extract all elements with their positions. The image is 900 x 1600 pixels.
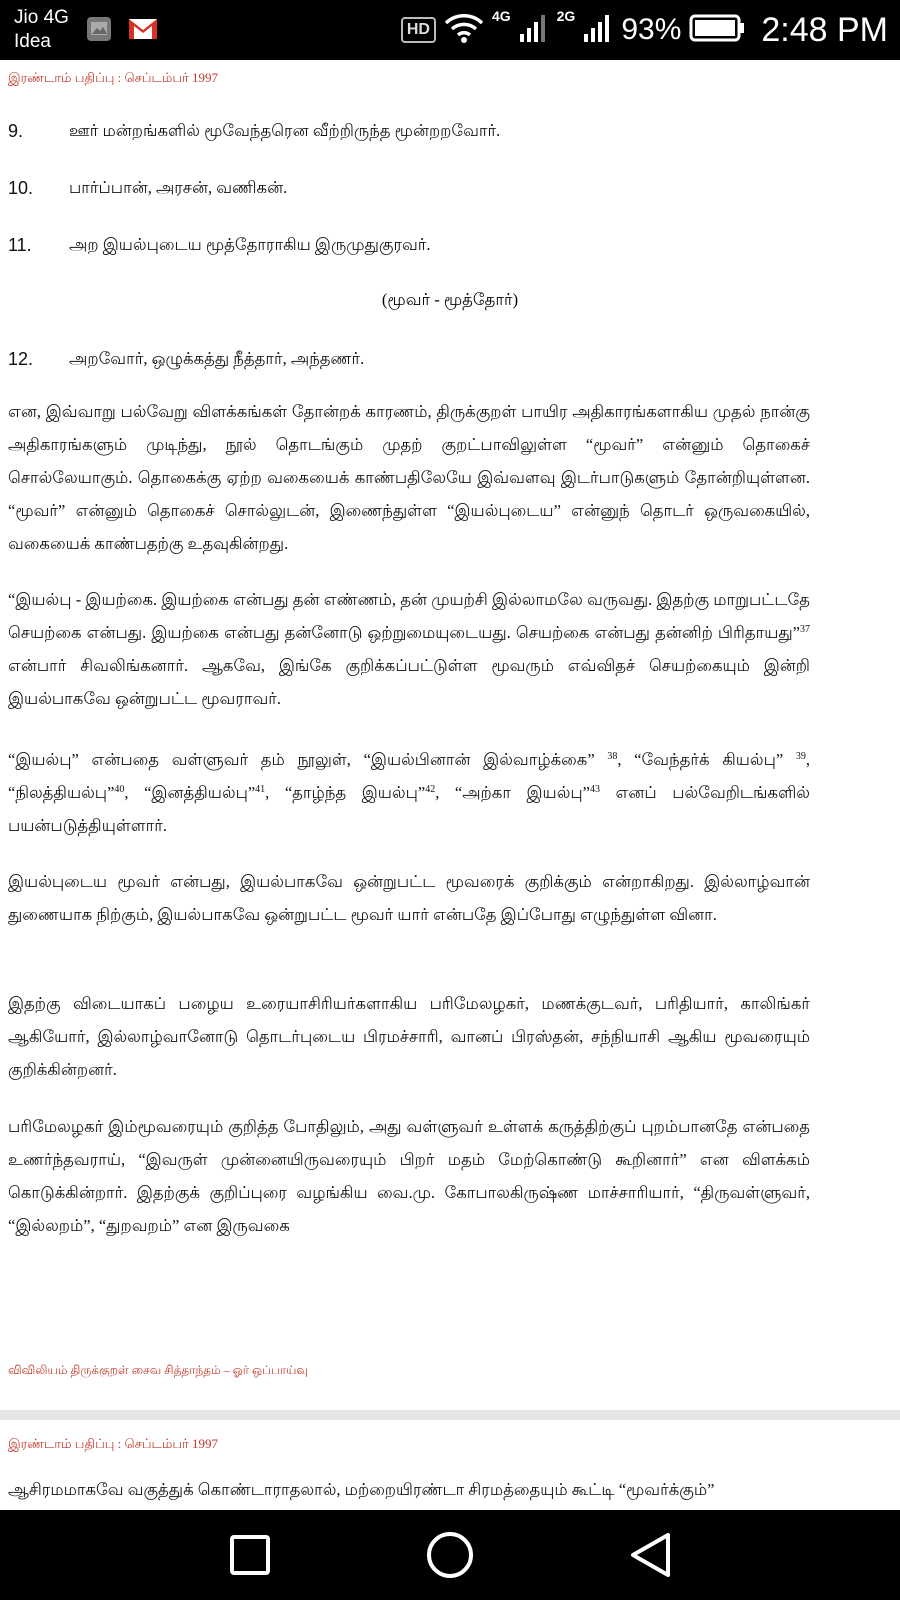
page-divider xyxy=(0,1410,900,1420)
signal-icon xyxy=(519,12,549,48)
signal-icon xyxy=(583,12,613,48)
home-circle-icon[interactable] xyxy=(420,1530,480,1580)
paragraph-text: “இயல்பு - இயற்கை. இயற்கை என்பது தன் எண்ணம், தன் முயற்சி இல்லாமலே வருவது. இதற்கு மாறுபட்டதே செயற்கை என்பது. இயற்கை என்பது தன்னோடு ஒற்றுமையுடையது. செயற்கை என்பது தன்னிற் பிரிதாயது” xyxy=(8,590,810,642)
paragraph: என, இவ்வாறு பல்வேறு விளக்கங்கள் தோன்றக் காரணம், திருக்குறள் பாயிர அதிகாரங்களாகிய முதல் நான்கு அதிகாரங்களும் முடிந்து, நூல் தொடங்கும் முதற் குறட்பாவிலுள்ள “மூவர்” என்னும் தொகைச் சொல்லேயாகும். தொகைக்கு ஏற்ற வகையைக் காண்பதிலேயே இவ்வளவு இடர்பாடுகளும் தோன்றியுள்ளன. “மூவர்” என்னும் தொகைச் சொல்லுடன், இணைந்துள்ள “இயல்புடைய” என்னுந் தொடர் ஒருவகையில், வகையைக் காண்பதற்கு உதவுகின்றது. xyxy=(8,402,810,553)
recents-square-icon[interactable] xyxy=(220,1530,280,1580)
paragraph: ஆசிரமமாகவே வகுத்துக் கொண்டாராதலால், மற்றையிரண்டா சிரமத்தையும் கூட்டி “மூவர்க்கும்” xyxy=(8,1480,715,1499)
item-number: 9. xyxy=(8,121,24,141)
document-page[interactable] xyxy=(0,1420,900,1510)
page-header-note: இரண்டாம் பதிப்பு : செப்டம்பர் 1997 xyxy=(8,1436,219,1451)
footnote-ref: 37 xyxy=(800,624,810,635)
centered-note: (மூவர் - மூத்தோர்) xyxy=(381,290,519,309)
footnote-ref: 38 xyxy=(607,751,618,762)
status-indicators xyxy=(401,8,888,52)
battery-icon xyxy=(689,13,745,47)
footnote-ref: 42 xyxy=(425,784,436,795)
wifi-icon xyxy=(444,12,484,48)
item-text: பார்ப்பான், அரசன், வணிகன். xyxy=(69,178,288,197)
paragraph xyxy=(8,583,810,715)
paragraph-text: எனப் பல்வேறிடங்களில் பயன்படுத்தியுள்ளார். xyxy=(8,783,811,835)
paragraph-text: “இயல்பு” என்பதை வள்ளுவர் தம் நூலுள், “இயல்பினான் இல்வாழ்க்கை” xyxy=(8,750,608,769)
page-footer-note: விவிலியம் திருக்குறள் சைவ சித்தாந்தம் – ஓர் ஒப்பாய்வு xyxy=(8,1363,308,1377)
paragraph: பரிமேலழகர் இம்மூவரையும் குறித்த போதிலும், அது வள்ளுவர் உள்ளக் கருத்திற்குப் புறம்பானதே என்பதை உணர்ந்தவராய், “இவருள் முன்னையிருவரையும் பிறர் மதம் மேற்கொண்டு கூறினார்” என விளக்கம் கொடுக்கின்றார். இதற்குக் குறிப்புரை வழங்கிய வை.மு. கோபாலகிருஷ்ண மாச்சாரியார், “திருவள்ளுவர், “இல்லறம்”, “துறவறம்” என இருவகை xyxy=(8,1117,810,1235)
item-text: அறவோர், ஒழுக்கத்து நீத்தார், அந்தணர். xyxy=(69,349,365,368)
status-bar xyxy=(0,0,900,60)
paragraph-text: , “இனத்தியல்பு” xyxy=(124,783,256,802)
paragraph-text: , “நிலத்தியல்பு” xyxy=(8,750,810,802)
item-number: 12. xyxy=(8,349,34,369)
footnote-ref: 40 xyxy=(114,784,125,795)
clock: 2:48 PM xyxy=(761,10,888,49)
paragraph-text: , “அற்கா இயல்பு” xyxy=(435,783,590,802)
navigation-bar xyxy=(0,1510,900,1600)
footnote-ref: 41 xyxy=(255,784,266,795)
paragraph-text: , “வேந்தர்க் கியல்பு” xyxy=(617,750,796,769)
item-number: 10. xyxy=(8,178,34,198)
gmail-icon xyxy=(128,18,158,44)
page-header-note: இரண்டாம் பதிப்பு : செப்டம்பர் 1997 xyxy=(8,70,219,85)
network-4g-label: 4G xyxy=(491,8,511,24)
paragraph: இதற்கு விடையாகப் பழைய உரையாசிரியர்களாகிய பரிமேலழகர், மணக்குடவர், பரிதியார், காலிங்கர் ஆகியோர், இல்லாழ்வானோடு தொடர்புடைய பிரமச்சாரி, வானப் பிரஸ்தன், சந்நியாசி ஆகிய மூவரையும் குறிக்கின்றனர். xyxy=(8,994,810,1079)
network-2g-label: 2G xyxy=(556,8,576,24)
battery-percent: 93% xyxy=(621,13,682,46)
footnote-ref: 43 xyxy=(590,784,600,795)
paragraph-text: என்பார் சிவலிங்கனார். ஆகவே, இங்கே குறிக்கப்பட்டுள்ள மூவரும் எவ்விதச் செயற்கையும் இன்றி இயல்பாகவே ஒன்றுபட்ட மூவராவர். xyxy=(8,656,810,708)
hd-icon: HD xyxy=(401,17,436,43)
carrier-idea: Idea xyxy=(14,31,51,52)
paragraph: இயல்புடைய மூவர் என்பது, இயல்பாகவே ஒன்றுபட்ட மூவரைக் குறிக்கும் என்றாகிறது. இல்லாழ்வான் துணையாக நிற்கும், இயல்பாகவே ஒன்றுபட்ட மூவர் யார் என்பதே இப்போது எழுந்துள்ள வினா. xyxy=(8,872,810,924)
item-number: 11. xyxy=(8,235,32,255)
item-text: ஊர் மன்றங்களில் மூவேந்தரென வீற்றிருந்த மூன்றறவோர். xyxy=(69,121,501,140)
footnote-ref: 39 xyxy=(795,751,806,762)
document-page[interactable] xyxy=(0,60,900,1410)
carrier-jio: Jio 4G xyxy=(14,7,69,28)
paragraph xyxy=(8,743,810,842)
back-triangle-icon[interactable] xyxy=(620,1530,680,1580)
paragraph-text: , “தாழ்ந்த இயல்பு” xyxy=(265,783,426,802)
gallery-icon xyxy=(86,16,112,46)
item-text: அற இயல்புடைய மூத்தோராகிய இருமுதுகுரவர். xyxy=(69,235,431,254)
carrier-info xyxy=(14,6,69,54)
